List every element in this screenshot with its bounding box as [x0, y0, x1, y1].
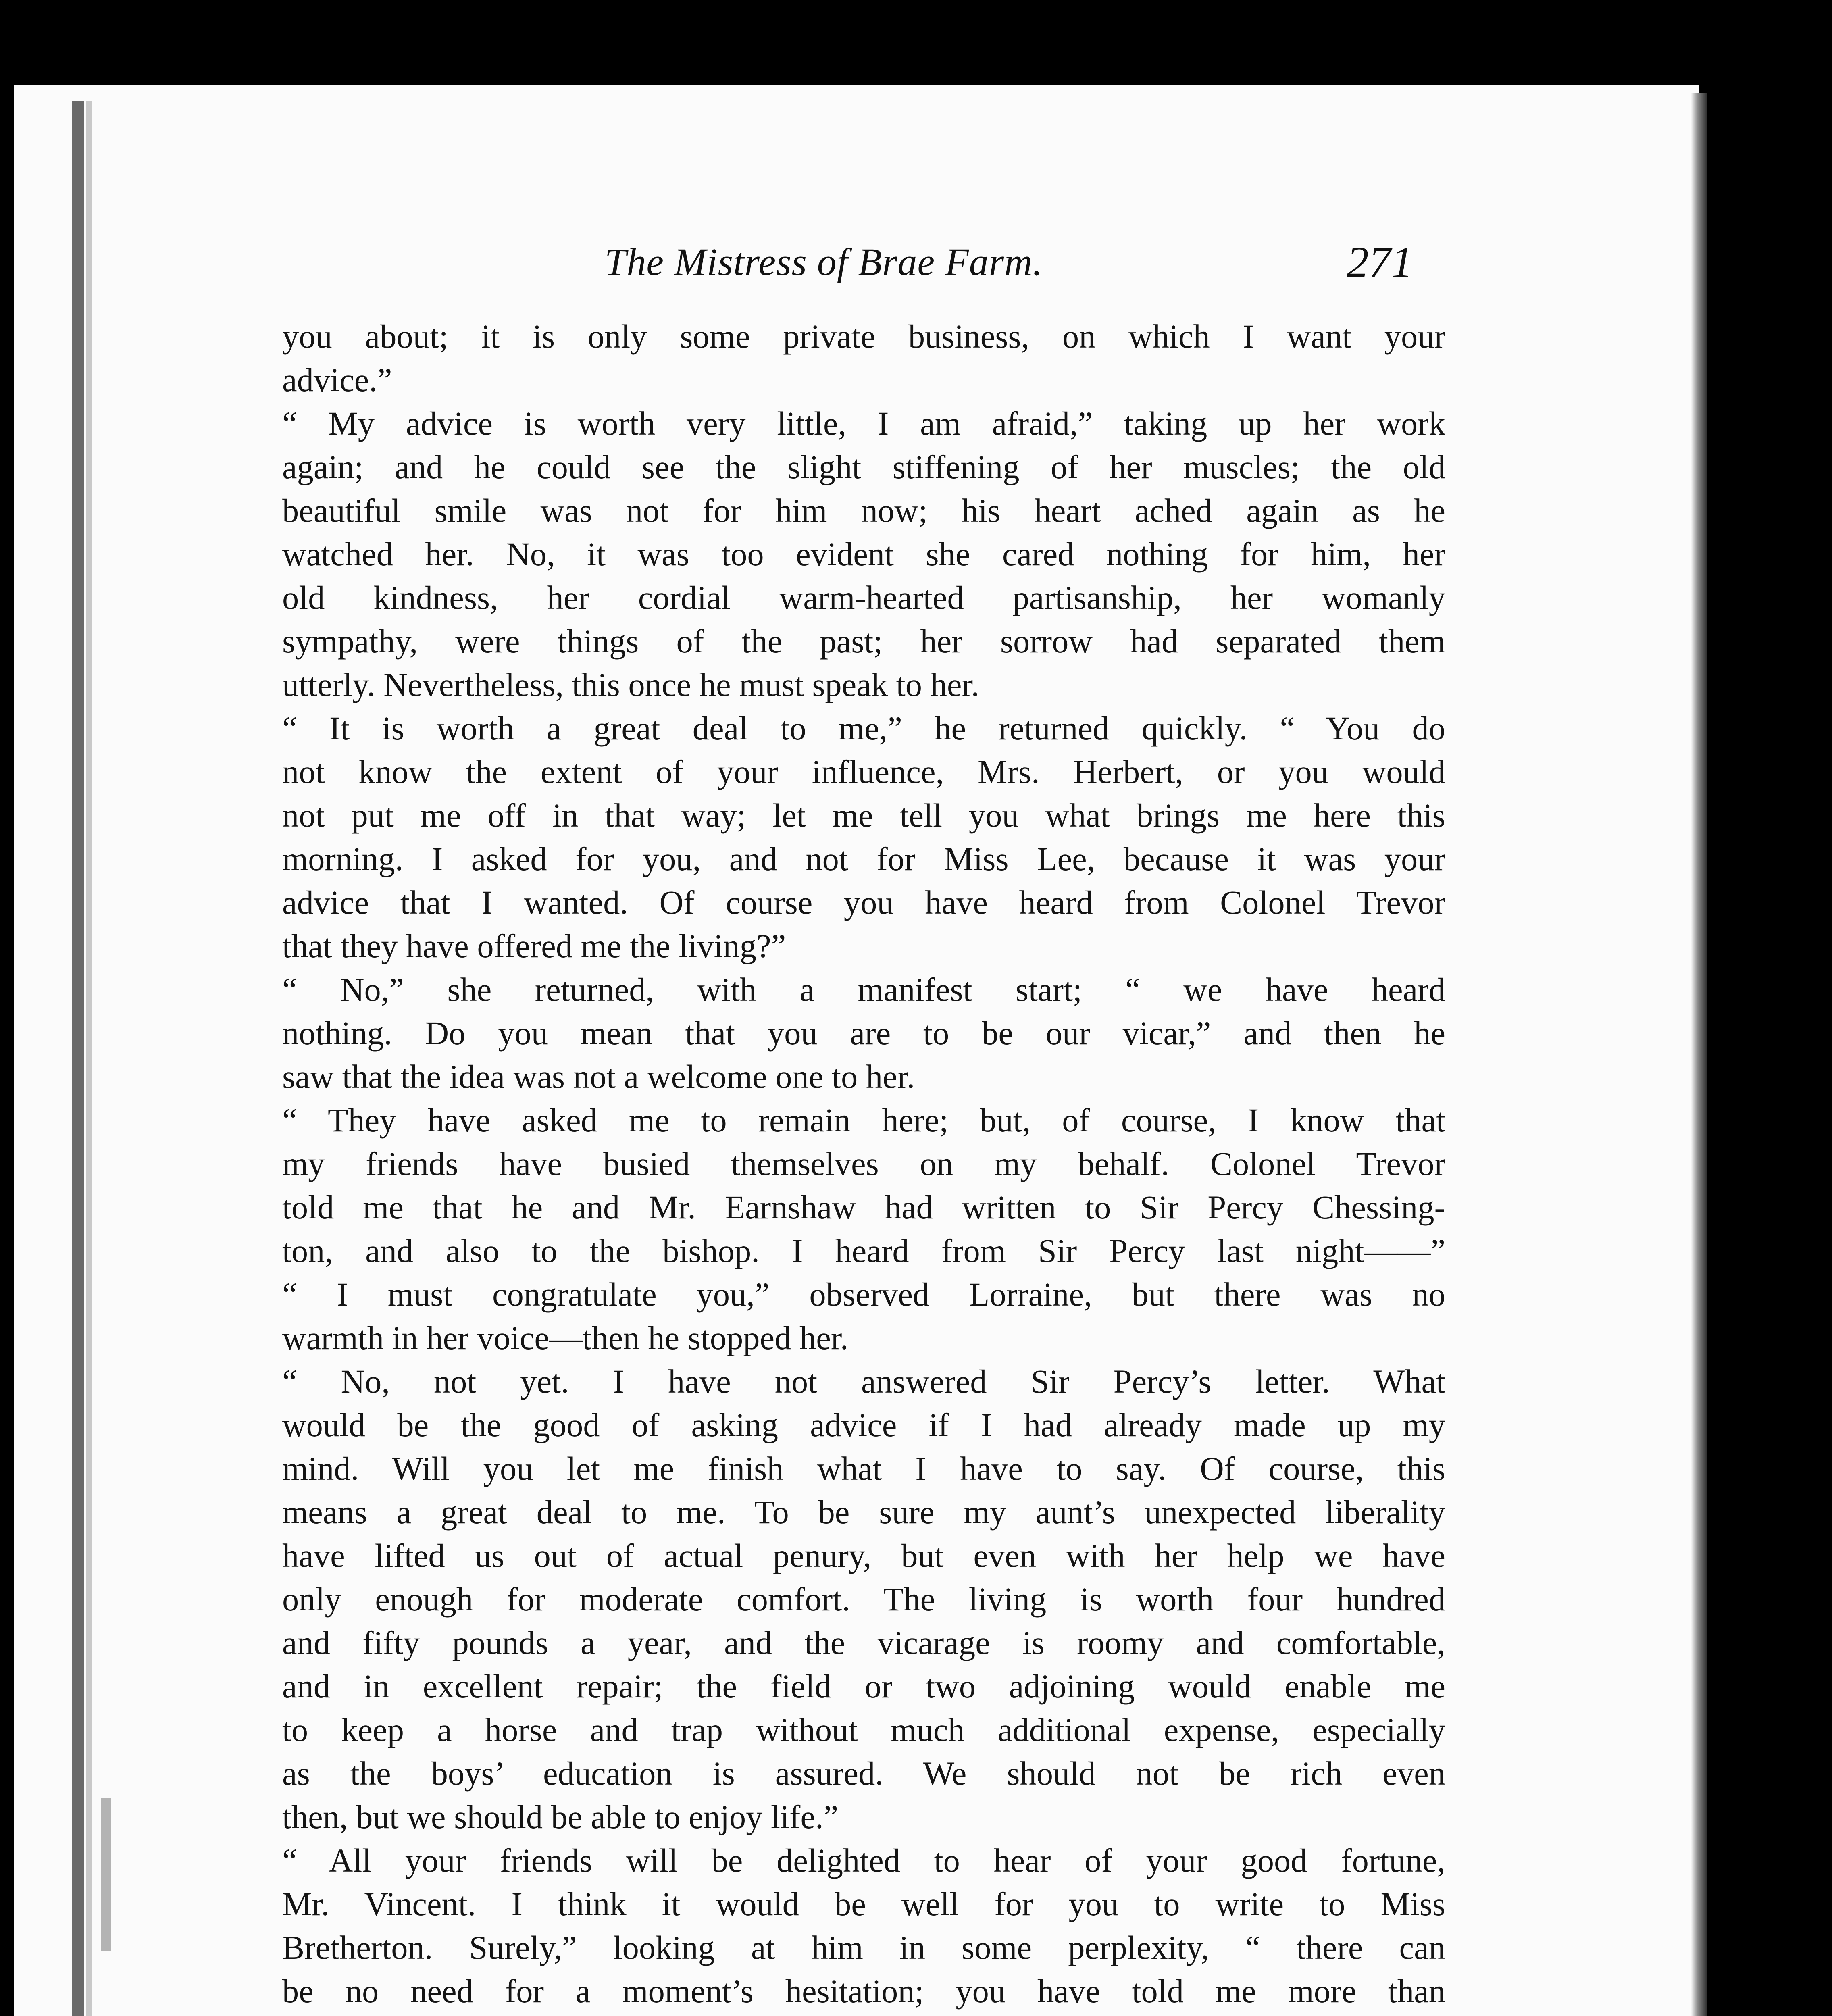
text-line	[282, 2013, 1445, 2016]
text-line: means a great deal to me. To be sure my aunt’s unexpected liberality	[282, 1493, 1445, 1531]
text-line: “ It is worth a great deal to me,” he returned quickly. “ You do	[282, 710, 1445, 747]
text-line: old kindness, her cordial warm-hearted partisanship, her womanly	[282, 579, 1445, 616]
page-header	[282, 228, 1451, 296]
text-line: have lifted us out of actual penury, but even with her help we have	[282, 1537, 1445, 1574]
text-line: you about; it is only some private business, on which I want your	[282, 318, 1445, 355]
binding-gutter	[72, 101, 84, 2016]
text-line: “ My advice is worth very little, I am afraid,” taking up her work	[282, 405, 1445, 442]
text-line: morning. I asked for you, and not for Miss Lee, because it was your	[282, 840, 1445, 877]
text-line: “ No, not yet. I have not answered Sir Percy’s letter. What	[282, 1363, 1445, 1400]
text-line: Bretherton. Surely,” looking at him in some perplexity, “ there can	[282, 1929, 1445, 1966]
text-line: mind. Will you let me finish what I have to say. Of course, this	[282, 1450, 1445, 1487]
text-line: would be the good of asking advice if I had already made up my	[282, 1406, 1445, 1443]
text-line: told me that he and Mr. Earnshaw had written to Sir Percy Chessing-	[282, 1189, 1445, 1226]
page-number: 271	[1347, 237, 1413, 287]
text-line: as the boys’ education is assured. We should not be rich even	[282, 1755, 1445, 1792]
text-line: again; and he could see the slight stiffening of her muscles; the old	[282, 448, 1445, 485]
text-line: advice.”	[282, 361, 392, 398]
text-line: warmth in her voice—then he stopped her.	[282, 1319, 849, 1356]
text-line: and in excellent repair; the field or two adjoining would enable me	[282, 1668, 1445, 1705]
running-title: The Mistress of Brae Farm.	[605, 240, 1043, 283]
text-line: watched her. No, it was too evident she cared nothing for him, her	[282, 535, 1445, 573]
text-line: that they have offered me the living?”	[282, 927, 786, 964]
text-line: only enough for moderate comfort. The living is worth four hundred	[282, 1581, 1445, 1618]
text-line: ton, and also to the bishop. I heard from Sir Percy last night——”	[282, 1232, 1445, 1269]
text-line: nothing. Do you mean that you are to be our vicar,” and then he	[282, 1014, 1445, 1052]
text-line: “ They have asked me to remain here; but, of course, I know that	[282, 1102, 1445, 1139]
page-edge-shadow	[1691, 93, 1707, 2016]
text-line: not put me off in that way; let me tell you what brings me here this	[282, 797, 1445, 834]
text-line: and fifty pounds a year, and the vicarage is roomy and comfortable,	[282, 1624, 1445, 1661]
text-line: to keep a horse and trap without much additional expense, especially	[282, 1711, 1445, 1748]
text-line: then, but we should be able to enjoy life.”	[282, 1798, 839, 1835]
text-line: not know the extent of your influence, Mrs. Herbert, or you would	[282, 753, 1445, 790]
text-line: my friends have busied themselves on my behalf. Colonel Trevor	[282, 1145, 1445, 1182]
text-line: beautiful smile was not for him now; his heart ached again as he	[282, 492, 1445, 529]
text-line: “ I must congratulate you,” observed Lorraine, but there was no	[282, 1276, 1445, 1313]
binding-gutter-highlight	[86, 101, 92, 2016]
text-line: sympathy, were things of the past; her sorrow had separated them	[282, 623, 1445, 660]
text-line: be no need for a moment’s hesitation; you have told me more than	[282, 1972, 1445, 2010]
text-line: advice that I wanted. Of course you have heard from Colonel Trevor	[282, 884, 1445, 921]
text-line: saw that the idea was not a welcome one to her.	[282, 1058, 915, 1095]
text-line: Mr. Vincent. I think it would be well for you to write to Miss	[282, 1885, 1445, 1922]
margin-mark	[101, 1798, 111, 1951]
text-line: “ All your friends will be delighted to hear of your good fortune,	[282, 1842, 1445, 1879]
text-line: utterly. Nevertheless, this once he must speak to her.	[282, 666, 979, 703]
text-line: “ No,” she returned, with a manifest start; “ we have heard	[282, 971, 1445, 1008]
body-text	[282, 314, 1445, 2016]
